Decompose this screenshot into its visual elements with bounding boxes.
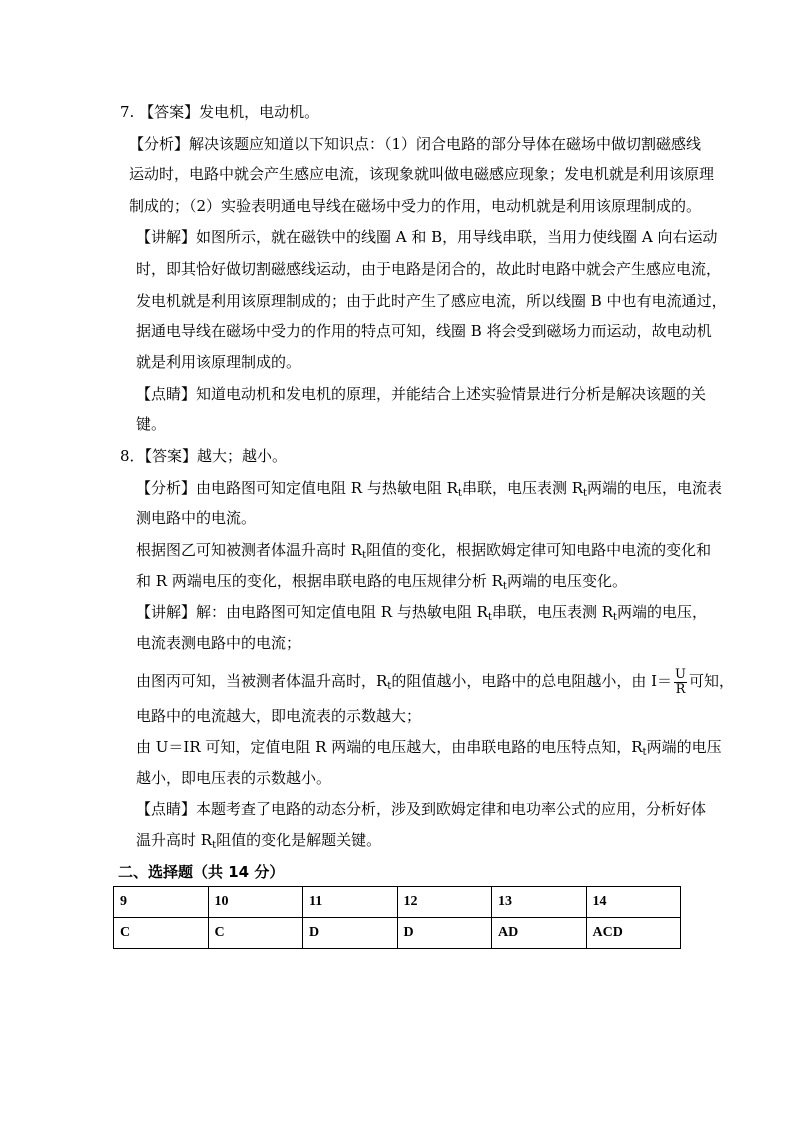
q8-comment-line: 温升高时 $R_t$阻值的变化是解题关键。 [136, 831, 382, 851]
q7-analysis-line: 运动时，电路中就会产生感应电流，该现象就叫做电磁感应现象；发电机就是利用该原理 [129, 165, 715, 183]
q8-explain-line: 越小，即电压表的示数越小。 [136, 769, 332, 787]
q8-analysis-line: 和 R 两端电压的变化，根据串联电路的电压规律分析 $R_t$两端的电压变化。 [136, 572, 627, 592]
question-number-cell: 10 [208, 887, 303, 918]
q8-explain-line: 电流表测电路中的电流； [136, 634, 302, 652]
section-title: 二、选择题（共 14 分） [118, 863, 285, 881]
q7-comment-line: 【点睛】知道电动机和发电机的原理，并能结合上述实验情景进行分析是解决该题的关 [136, 385, 707, 403]
question-number-cell: 14 [586, 887, 681, 918]
q8-explain-line: 由 U＝IR 可知，定值电阻 R 两端的电压越大，由串联电路的电压特点知，$R_t$两端的电压 [136, 738, 722, 758]
answer-table [113, 886, 681, 949]
q7-explain-line: 就是利用该原理制成的。 [136, 353, 302, 371]
q8-explain-line: 【讲解】解：由电路图可知定值电阻 R 与热敏电阻 $R_t$串联，电压表测 $R_t$两端的电压， [136, 603, 708, 623]
q8-explain-line: 由图丙可知，当被测者体温升高时，$R_t$的阻值越小，电路中的总电阻越小，由 I＝ $\frac{U}{R}$ 可知， [136, 666, 735, 697]
answer-cell: D [397, 918, 492, 949]
q7-explain-line: 发电机就是利用该原理制成的；由于此时产生了感应电流，所以线圈 B 中也有电流通过， [136, 292, 727, 310]
q8-answer: 8．【答案】越大；越小。 [120, 447, 288, 465]
q7-analysis-line: 制成的；（2）实验表明通电导线在磁场中受力的作用，电动机就是利用该原理制成的。 [129, 197, 702, 215]
q7-analysis-line: 【分析】解决该题应知道以下知识点：（1）闭合电路的部分导体在磁场中做切割磁感线 [129, 135, 702, 153]
ohm-law-fraction: $\frac{U}{R}$ [675, 666, 686, 697]
q7-answer: 7. 【答案】发电机，电动机。 [120, 103, 320, 121]
table-row [114, 887, 681, 918]
q7-explain-line: 时，即其恰好做切割磁感线运动，由于电路是闭合的，故此时电路中就会产生感应电流， [136, 260, 722, 278]
q7-explain-line: 据通电导线在磁场中受力的作用的特点可知，线圈 B 将会受到磁场力而运动，故电动机 [136, 322, 712, 340]
answer-cell: D [303, 918, 398, 949]
answer-cell: ACD [586, 918, 681, 949]
table-row [114, 918, 681, 949]
q8-comment-line: 【点睛】本题考查了电路的动态分析，涉及到欧姆定律和电功率公式的应用，分析好体 [136, 800, 707, 818]
question-number-cell: 12 [397, 887, 492, 918]
question-number-cell: 11 [303, 887, 398, 918]
q8-explain-line: 电路中的电流越大，即电流表的示数越大； [136, 707, 422, 725]
q7-explain-line: 【讲解】如图所示，就在磁铁中的线圈 A 和 B，用导线串联，当用力使线圈 A 向右运动 [136, 228, 718, 246]
answer-cell: C [114, 918, 209, 949]
question-number-cell: 13 [492, 887, 587, 918]
q8-analysis-line: 【分析】由电路图可知定值电阻 R 与热敏电阻 $R_t$串联，电压表测 $R_t$两端的电压，电流表 [136, 479, 723, 499]
q8-analysis-line: 根据图乙可知被测者体温升高时 $R_t$阻值的变化，根据欧姆定律可知电路中电流的变化和 [136, 541, 712, 561]
answer-cell: AD [492, 918, 587, 949]
q7-comment-line: 键。 [136, 415, 167, 433]
answer-cell: C [208, 918, 303, 949]
question-number-cell: 9 [114, 887, 209, 918]
q8-analysis-line: 测电路中的电流。 [136, 509, 257, 527]
